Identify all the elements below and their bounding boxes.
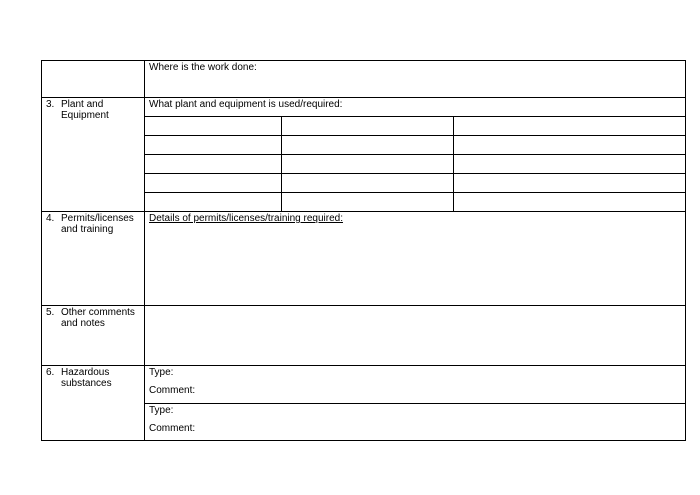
hazard-1-type-label: Type: <box>149 367 174 378</box>
equipment-grid-line <box>144 173 686 174</box>
row-divider-where <box>41 97 686 98</box>
row-divider-hazard <box>144 403 686 404</box>
hazard-2-comment-label: Comment: <box>149 423 196 434</box>
row-divider-plant <box>41 211 686 212</box>
section-3-prompt: What plant and equipment is used/required: <box>149 99 343 110</box>
equipment-grid-line <box>144 135 686 136</box>
section-6-number: 6. <box>46 367 55 378</box>
section-3-number: 3. <box>46 99 55 110</box>
equipment-grid-col <box>281 116 282 211</box>
section-5-title-line1: Other comments <box>61 307 135 318</box>
section-3-title-line1: Plant and <box>61 99 104 110</box>
equipment-grid-line <box>144 154 686 155</box>
section-4-title-line1: Permits/licenses <box>61 213 134 224</box>
row-divider-permits <box>41 305 686 306</box>
section-4-title-line2: and training <box>61 224 114 235</box>
section-5-number: 5. <box>46 307 55 318</box>
section-4-prompt: Details of permits/licenses/training required: <box>149 213 343 224</box>
section-6-title-line1: Hazardous <box>61 367 110 378</box>
form-table <box>41 60 686 441</box>
section-6-title-line2: substances <box>61 378 112 389</box>
equipment-grid-line <box>144 192 686 193</box>
where-label: Where is the work done: <box>149 62 257 73</box>
column-divider <box>144 60 145 441</box>
section-5-title-line2: and notes <box>61 318 105 329</box>
equipment-grid-col <box>453 116 454 211</box>
hazard-1-comment-label: Comment: <box>149 385 196 396</box>
row-divider-comments <box>41 365 686 366</box>
section-3-title-line2: Equipment <box>61 110 109 121</box>
equipment-grid-line <box>144 116 686 117</box>
section-4-number: 4. <box>46 213 55 224</box>
hazard-2-type-label: Type: <box>149 405 174 416</box>
